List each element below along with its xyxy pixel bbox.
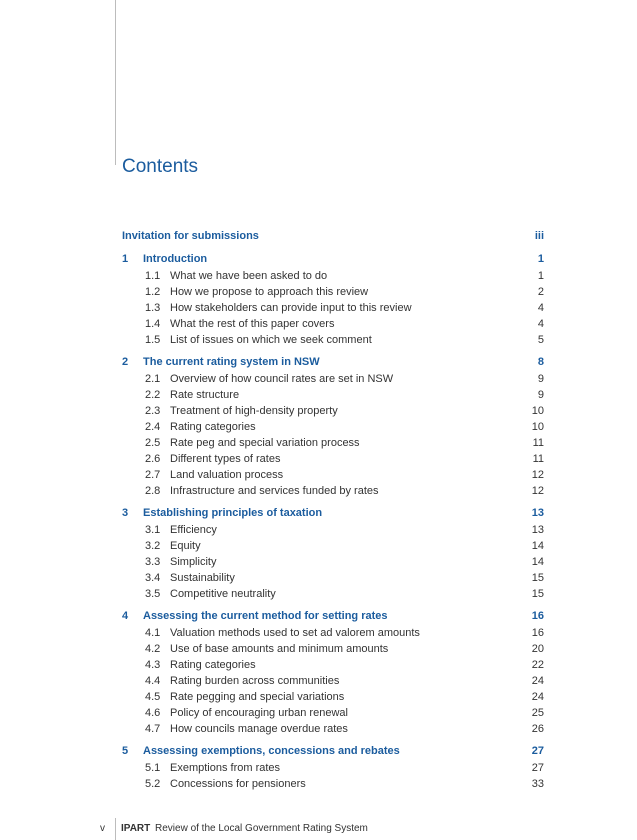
toc-entry-number: 5.1 <box>145 762 161 774</box>
toc-entry-title: How councils manage overdue rates <box>170 723 348 735</box>
toc-entry-page: 2 <box>537 286 544 298</box>
toc-entry-page: 11 <box>532 437 544 449</box>
toc-section-entry[interactable] <box>122 586 544 602</box>
toc-entry-page: 14 <box>531 540 544 552</box>
toc-entry-title: How stakeholders can provide input to this review <box>170 302 412 314</box>
toc-section-entry[interactable] <box>122 705 544 721</box>
toc-entry-page: 10 <box>531 405 544 417</box>
toc-entry-title: Concessions for pensioners <box>170 778 306 790</box>
footer-document-title: Review of the Local Government Rating System <box>155 823 368 834</box>
toc-section-entry[interactable] <box>122 673 544 689</box>
toc-entry-number: 4.2 <box>145 643 161 655</box>
toc-section-entry[interactable] <box>122 467 544 483</box>
toc-entry-title: Efficiency <box>170 524 217 536</box>
toc-entry-number: 3 <box>122 507 129 519</box>
toc-entry-number: 2.3 <box>145 405 161 417</box>
toc-entry-number: 4.5 <box>145 691 161 703</box>
footer-rule <box>115 818 116 840</box>
toc-section-entry[interactable] <box>122 332 544 348</box>
toc-section-entry[interactable] <box>122 284 544 300</box>
toc-entry-title: Invitation for submissions <box>122 230 259 242</box>
toc-entry-number: 2.4 <box>145 421 161 433</box>
toc-entry-number: 4.3 <box>145 659 161 671</box>
toc-entry-number: 4.1 <box>145 627 161 639</box>
toc-entry-page: 14 <box>531 556 544 568</box>
toc-entry-title: Overview of how council rates are set in NSW <box>170 373 394 385</box>
toc-section-entry[interactable] <box>122 657 544 673</box>
toc-entry-title: The current rating system in NSW <box>143 356 320 368</box>
toc-entry-title: Rate pegging and special variations <box>170 691 345 703</box>
toc-entry-number: 1 <box>122 253 129 265</box>
toc-section-entry[interactable] <box>122 776 544 792</box>
toc-section-entry[interactable] <box>122 483 544 499</box>
toc-entry-page: 10 <box>531 421 544 433</box>
toc-entry-page: 4 <box>537 318 544 330</box>
toc-section-entry[interactable] <box>122 300 544 316</box>
toc-entry-number: 2 <box>122 356 129 368</box>
toc-entry-title: What we have been asked to do <box>170 270 328 282</box>
page-title: Contents <box>122 155 199 177</box>
toc-entry-number: 3.2 <box>145 540 161 552</box>
toc-entry-page: 25 <box>531 707 544 719</box>
toc-entry-title: Competitive neutrality <box>170 588 276 600</box>
toc-chapter-entry[interactable] <box>122 505 544 522</box>
toc-entry-page: 13 <box>531 507 544 519</box>
toc-entry-page: 1 <box>537 270 544 282</box>
toc-entry-page: 1 <box>537 253 544 265</box>
toc-entry-title: Rating categories <box>170 421 256 433</box>
toc-section-entry[interactable] <box>122 689 544 705</box>
toc-entry-page: 22 <box>531 659 544 671</box>
toc-entry-number: 1.3 <box>145 302 161 314</box>
toc-section-entry[interactable] <box>122 403 544 419</box>
toc-entry-page: 4 <box>537 302 544 314</box>
toc-section-entry[interactable] <box>122 760 544 776</box>
toc-section-entry[interactable] <box>122 554 544 570</box>
toc-entry-number: 2.6 <box>145 453 161 465</box>
footer-page-number: v <box>100 823 105 834</box>
toc-entry-page: 27 <box>531 762 544 774</box>
toc-entry-page: 27 <box>531 745 544 757</box>
toc-entry-page: 16 <box>531 627 544 639</box>
toc-entry-number: 5 <box>122 745 129 757</box>
toc-entry-title: Equity <box>170 540 201 552</box>
toc-entry-page: 15 <box>531 572 544 584</box>
toc-entry-page: 33 <box>531 778 544 790</box>
table-of-contents <box>122 228 544 792</box>
toc-entry-page: 12 <box>531 469 544 481</box>
toc-entry-page: 8 <box>537 356 544 368</box>
toc-entry-title: Assessing exemptions, concessions and rebates <box>143 745 400 757</box>
toc-entry-number: 2.2 <box>145 389 161 401</box>
toc-entry-title: Rating categories <box>170 659 256 671</box>
toc-section-entry[interactable] <box>122 522 544 538</box>
toc-section-entry[interactable] <box>122 419 544 435</box>
toc-entry-title: Different types of rates <box>170 453 281 465</box>
toc-entry-page: 24 <box>531 675 544 687</box>
toc-entry-number: 2.5 <box>145 437 161 449</box>
toc-entry-number: 2.8 <box>145 485 161 497</box>
toc-entry-title: Rating burden across communities <box>170 675 340 687</box>
toc-section-entry[interactable] <box>122 371 544 387</box>
toc-entry-title: How we propose to approach this review <box>170 286 369 298</box>
toc-entry-number: 4.6 <box>145 707 161 719</box>
toc-chapter-entry[interactable] <box>122 743 544 760</box>
toc-chapter-entry[interactable] <box>122 354 544 371</box>
toc-entry-page: 20 <box>531 643 544 655</box>
toc-section-entry[interactable] <box>122 435 544 451</box>
toc-entry-title: Policy of encouraging urban renewal <box>170 707 348 719</box>
toc-chapter-entry[interactable] <box>122 608 544 625</box>
toc-entry-title: Land valuation process <box>170 469 284 481</box>
toc-entry-page: 26 <box>531 723 544 735</box>
toc-entry-title: Rate peg and special variation process <box>170 437 360 449</box>
toc-entry-page: 24 <box>531 691 544 703</box>
toc-entry-title: Simplicity <box>170 556 217 568</box>
toc-entry-page: 13 <box>531 524 544 536</box>
toc-entry-page: 5 <box>537 334 544 346</box>
toc-entry-title: Exemptions from rates <box>170 762 281 774</box>
toc-entry-title: What the rest of this paper covers <box>170 318 335 330</box>
toc-entry-title: Rate structure <box>170 389 240 401</box>
toc-entry-number: 3.4 <box>145 572 161 584</box>
toc-entry-title: Sustainability <box>170 572 235 584</box>
toc-entry-number: 1.1 <box>145 270 161 282</box>
toc-section-entry[interactable] <box>122 387 544 403</box>
toc-entry-title: Infrastructure and services funded by rates <box>170 485 379 497</box>
toc-section-entry[interactable] <box>122 538 544 554</box>
toc-entry-number: 2.7 <box>145 469 161 481</box>
toc-chapter-entry[interactable] <box>122 251 544 268</box>
toc-entry-title: List of issues on which we seek comment <box>170 334 372 346</box>
toc-entry-number: 4.4 <box>145 675 161 687</box>
toc-entry-title: Establishing principles of taxation <box>143 507 323 519</box>
toc-entry-page: 12 <box>531 485 544 497</box>
toc-entry-page: 15 <box>531 588 544 600</box>
toc-entry-title: Treatment of high-density property <box>170 405 338 417</box>
toc-entry-number: 5.2 <box>145 778 161 790</box>
toc-entry-page: 9 <box>537 389 544 401</box>
toc-entry-number: 1.4 <box>145 318 161 330</box>
toc-entry-page: iii <box>534 230 544 242</box>
footer-org: IPART <box>121 823 151 834</box>
toc-entry-number: 3.1 <box>145 524 161 536</box>
toc-entry-number: 4.7 <box>145 723 161 735</box>
toc-entry-number: 3.5 <box>145 588 161 600</box>
toc-entry-number: 2.1 <box>145 373 161 385</box>
toc-section-entry[interactable] <box>122 316 544 332</box>
toc-entry-number: 4 <box>122 610 129 622</box>
margin-rule <box>115 0 116 165</box>
toc-section-entry[interactable] <box>122 721 544 737</box>
toc-entry-title: Valuation methods used to set ad valorem amounts <box>170 627 420 639</box>
toc-section-entry[interactable] <box>122 268 544 284</box>
toc-entry-title: Introduction <box>143 253 208 265</box>
toc-section-entry[interactable] <box>122 625 544 641</box>
toc-entry-number: 3.3 <box>145 556 161 568</box>
toc-section-entry[interactable] <box>122 570 544 586</box>
toc-entry-page: 9 <box>537 373 544 385</box>
toc-entry-title: Use of base amounts and minimum amounts <box>170 643 389 655</box>
toc-section-entry[interactable] <box>122 641 544 657</box>
toc-entry-number: 1.5 <box>145 334 161 346</box>
toc-entry-title: Assessing the current method for setting rates <box>143 610 388 622</box>
toc-entry-page: 11 <box>532 453 544 465</box>
toc-entry-number: 1.2 <box>145 286 161 298</box>
toc-chapter-entry[interactable] <box>122 228 544 245</box>
toc-entry-page: 16 <box>531 610 544 622</box>
toc-section-entry[interactable] <box>122 451 544 467</box>
